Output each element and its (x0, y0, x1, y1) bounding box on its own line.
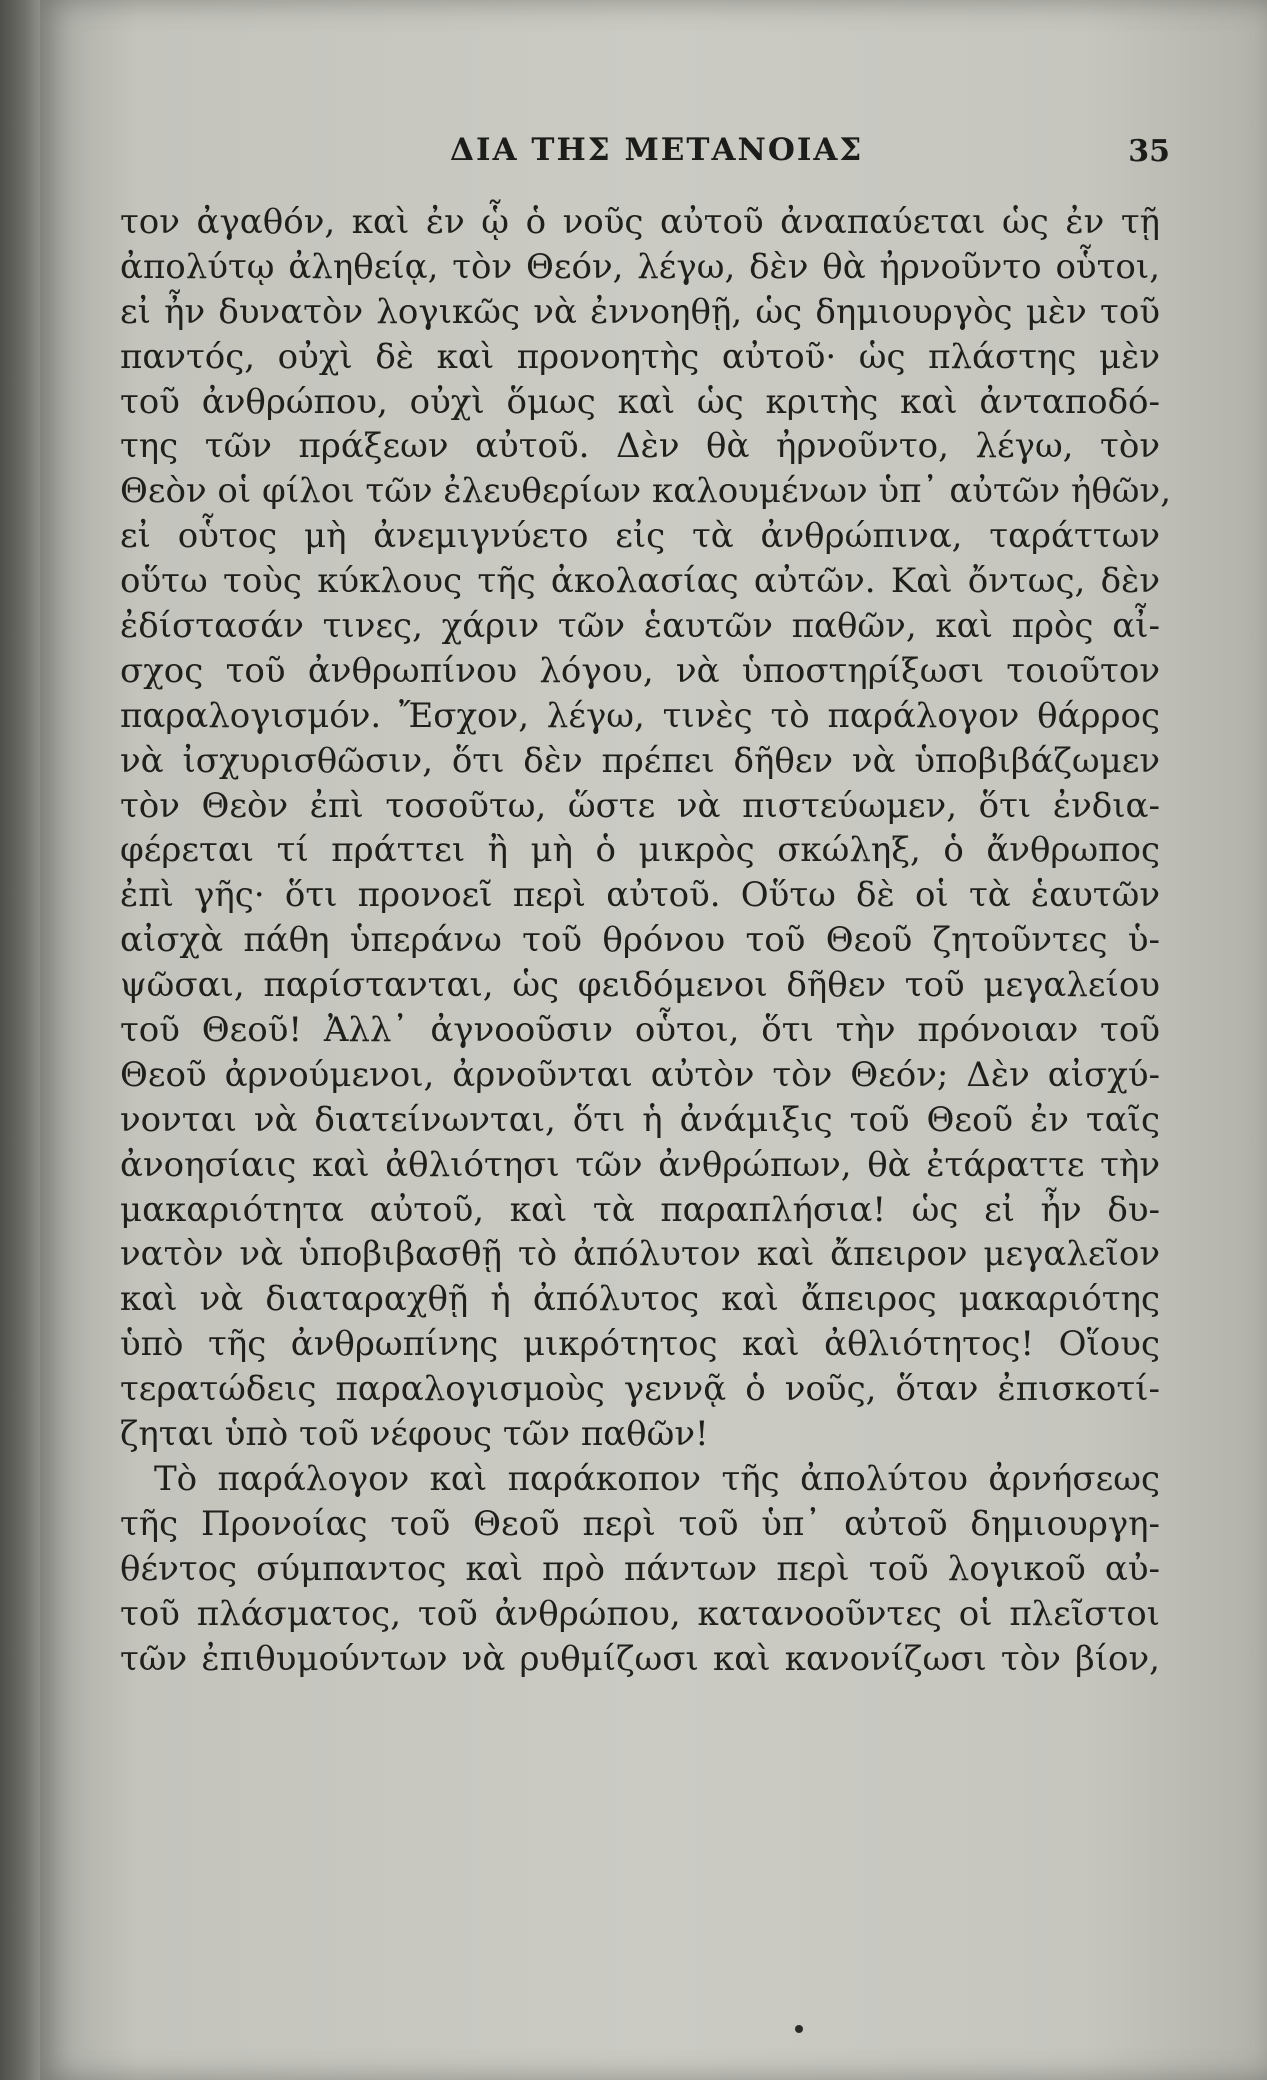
text-line: τῶν ἐπιθυμούντων νὰ ρυθμίζωσι καὶ κανονίζωσι τὸν βίον, (120, 1638, 1160, 1679)
text-line: φέρεται τί πράττει ἢ μὴ ὁ μικρὸς σκώληξ, ὁ ἄνθρωπος (120, 830, 1160, 871)
text-line: τὸν Θεὸν ἐπὶ τοσοῦτω, ὥστε νὰ πιστεύωμεν, ὅτι ἐνδια- (120, 785, 1160, 826)
text-line: τον ἀγαθόν, καὶ ἐν ᾧ ὁ νοῦς αὐτοῦ ἀναπαύεται ὡς ἐν τῇ (120, 202, 1160, 242)
text-line: Τὸ παράλογον καὶ παράκοπον τῆς ἀπολύτου ἀρνήσεως (154, 1458, 1160, 1499)
text-line: παραλογισμόν. Ἔσχον, λέγω, τινὲς τὸ παράλογον θάρρος (120, 695, 1160, 736)
text-line: ὑπὸ τῆς ἀνθρωπίνης μικρότητος καὶ ἀθλιότητος! Οἵους (120, 1324, 1160, 1365)
text-line: ἐπὶ γῆς· ὅτι προνοεῖ περὶ αὐτοῦ. Οὕτω δὲ οἱ τὰ ἑαυτῶν (120, 875, 1160, 916)
text-line: σχος τοῦ ἀνθρωπίνου λόγου, νὰ ὑποστηρίξωσι τοιοῦτον (120, 650, 1160, 691)
book-spine-shadow (0, 0, 40, 2080)
text-line: ψῶσαι, παρίστανται, ὡς φειδόμενοι δῆθεν τοῦ μεγαλείου (120, 965, 1160, 1006)
text-line: Θεὸν οἱ φίλοι τῶν ἐλευθερίων καλουμένων ὑπ᾽ αὐτῶν ἠθῶν, (120, 471, 1172, 512)
page-number: 35 (1128, 134, 1170, 169)
text-line: αἰσχὰ πάθη ὑπεράνω τοῦ θρόνου τοῦ Θεοῦ ζητοῦντες ὑ- (120, 920, 1160, 961)
ink-speck (795, 2025, 803, 2033)
text-line: παντός, οὐχὶ δὲ καὶ προνοητὴς αὐτοῦ· ὡς πλάστης μὲν (120, 336, 1160, 377)
text-line: νατὸν νὰ ὑποβιβασθῇ τὸ ἀπόλυτον καὶ ἄπειρον μεγαλεῖον (120, 1234, 1160, 1275)
text-line: ἀνοησίαις καὶ ἀθλιότησι τῶν ἀνθρώπων, θὰ ἐτάραττε τὴν (120, 1144, 1160, 1185)
text-line: της τῶν πράξεων αὐτοῦ. Δὲν θὰ ἠρνοῦντο, λέγω, τὸν (120, 426, 1160, 467)
text-line: τοῦ ἀνθρώπου, οὐχὶ ὅμως καὶ ὡς κριτὴς καὶ ἀνταποδό- (120, 381, 1160, 422)
text-line: νονται νὰ διατείνωνται, ὅτι ἡ ἀνάμιξις τοῦ Θεοῦ ἐν ταῖς (120, 1099, 1160, 1140)
text-line: εἰ ἦν δυνατὸν λογικῶς νὰ ἐννοηθῇ, ὡς δημιουργὸς μὲν τοῦ (120, 291, 1160, 332)
text-line: τερατώδεις παραλογισμοὺς γεννᾷ ὁ νοῦς, ὅταν ἐπισκοτί- (120, 1369, 1160, 1410)
text-line: οὕτω τοὺς κύκλους τῆς ἀκολασίας αὐτῶν. Καὶ ὄντως, δὲν (120, 561, 1160, 602)
body-text (120, 200, 1172, 1681)
text-line: τοῦ πλάσματος, τοῦ ἀνθρώπου, κατανοοῦντες οἱ πλεῖστοι (120, 1593, 1160, 1634)
text-line: θέντος σύμπαντος καὶ πρὸ πάντων περὶ τοῦ λογικοῦ αὐ- (120, 1548, 1160, 1589)
running-head: ΔΙΑ ΤΗΣ ΜΕΤΑΝΟΙΑΣ (450, 132, 864, 168)
text-line: νὰ ἰσχυρισθῶσιν, ὅτι δὲν πρέπει δῆθεν νὰ ὑποβιβάζωμεν (120, 740, 1160, 781)
text-line: τῆς Προνοίας τοῦ Θεοῦ περὶ τοῦ ὑπ᾽ αὐτοῦ δημιουργη- (120, 1503, 1160, 1544)
text-line: ἐδίστασάν τινες, χάριν τῶν ἑαυτῶν παθῶν, καὶ πρὸς αἶ- (120, 606, 1160, 647)
text-line: ζηται ὑπὸ τοῦ νέφους τῶν παθῶν! (120, 1414, 709, 1455)
text-line: ἀπολύτῳ ἀληθείᾳ, τὸν Θεόν, λέγω, δὲν θὰ ἠρνοῦντο οὗτοι, (120, 246, 1160, 287)
text-line: εἰ οὗτος μὴ ἀνεμιγνύετο εἰς τὰ ἀνθρώπινα, ταράττων (120, 516, 1160, 557)
text-line: Θεοῦ ἀρνούμενοι, ἀρνοῦνται αὐτὸν τὸν Θεόν; Δὲν αἰσχύ- (120, 1054, 1160, 1095)
text-line: τοῦ Θεοῦ! Ἀλλ᾽ ἀγνοοῦσιν οὗτοι, ὅτι τὴν πρόνοιαν τοῦ (120, 1010, 1160, 1051)
page-header (120, 132, 1170, 176)
text-line: μακαριότητα αὐτοῦ, καὶ τὰ παραπλήσια! ὡς εἰ ἦν δυ- (120, 1189, 1160, 1230)
text-line: καὶ νὰ διαταραχθῇ ἡ ἀπόλυτος καὶ ἄπειρος μακαριότης (120, 1279, 1160, 1320)
